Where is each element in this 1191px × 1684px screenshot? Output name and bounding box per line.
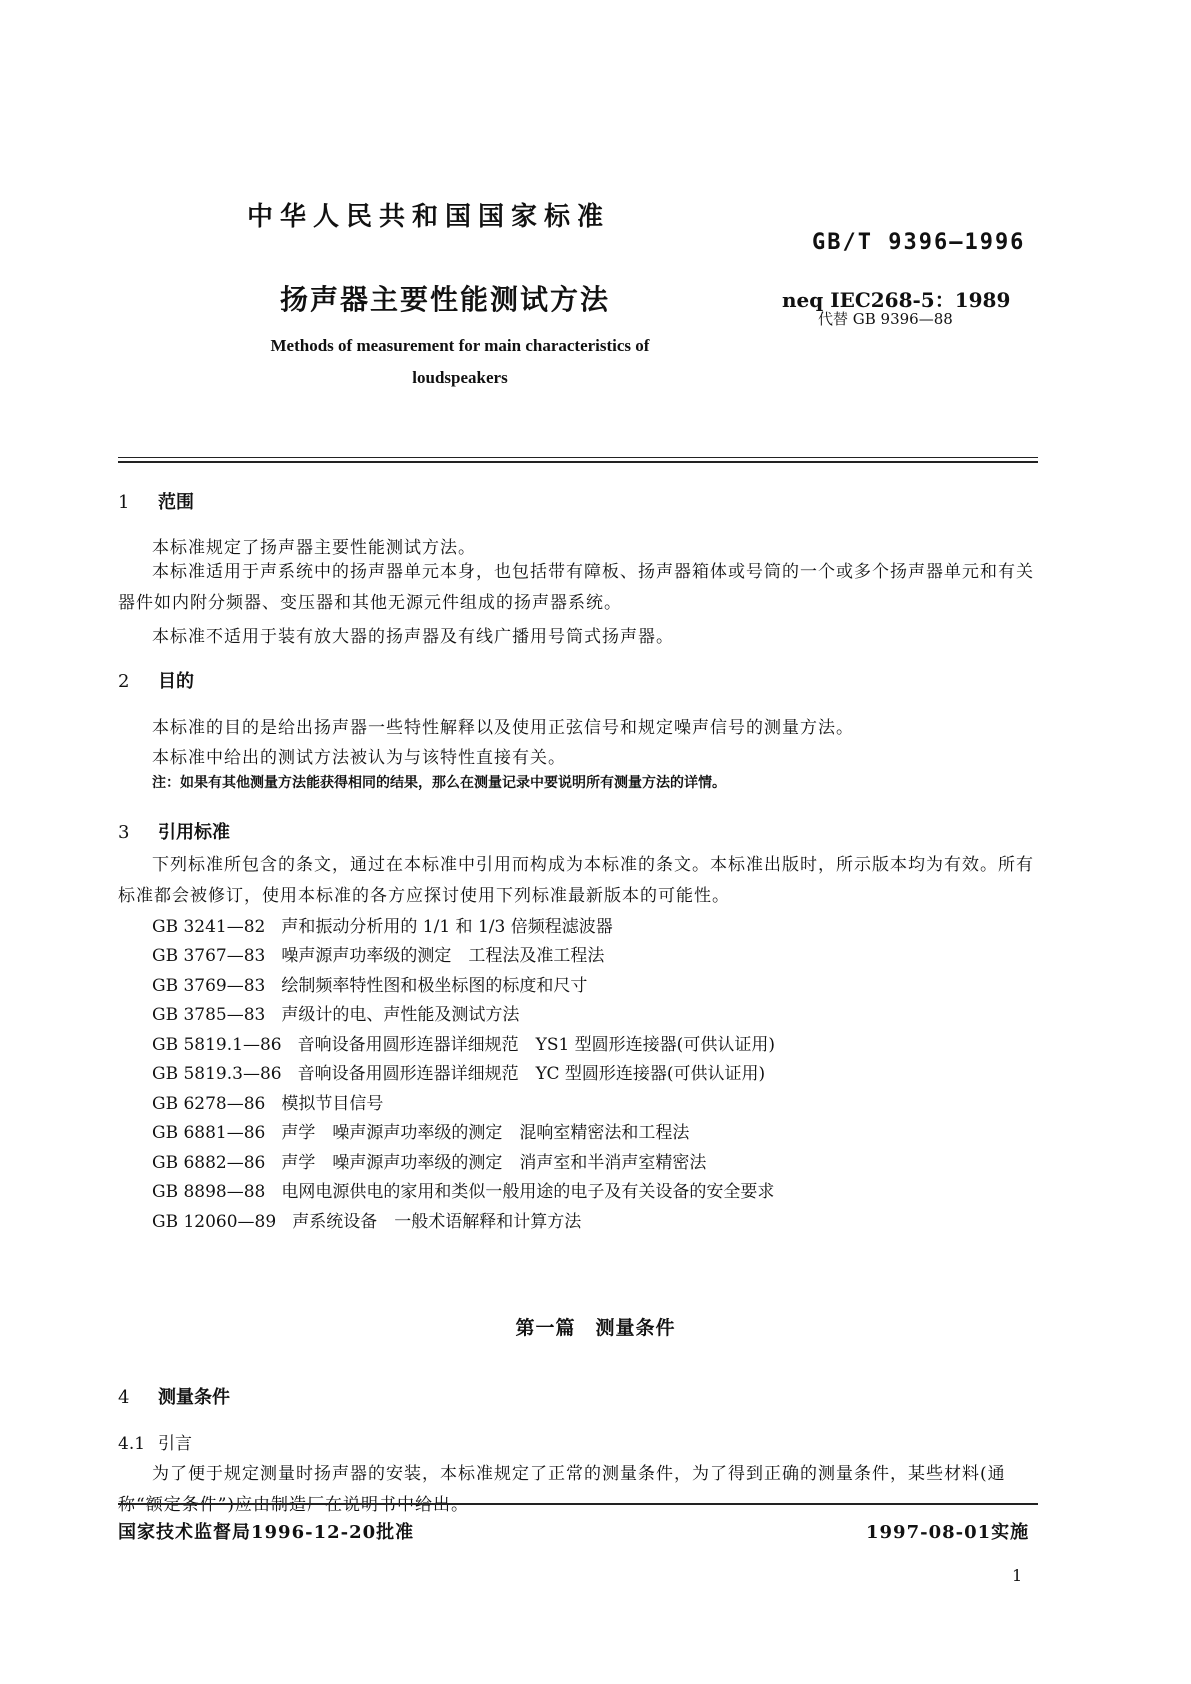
- reference-title: 模拟节目信号: [281, 1094, 384, 1114]
- subsection-title: 引言: [158, 1434, 192, 1454]
- reference-item: [152, 1207, 581, 1232]
- reference-code: GB 3785—83: [152, 1005, 266, 1025]
- section-title: 引用标准: [158, 822, 230, 843]
- reference-code: GB 6278—86: [152, 1094, 266, 1114]
- reference-code: GB 6881—86: [152, 1123, 266, 1143]
- section-1-paragraph: 本标准适用于声系统中的扬声器单元本身，也包括带有障板、扬声器箱体或号筒的一个或多个扬声器单元和有关器件如内附分频器、变压器和其他无源元件组成的扬声器系统。: [118, 562, 1034, 613]
- page-number: 1: [1012, 1566, 1023, 1585]
- reference-title: 声学 噪声源声功率级的测定 消声室和半消声室精密法: [281, 1153, 707, 1173]
- header-rule-thick: [118, 461, 1038, 463]
- reference-code: GB 5819.3—86: [152, 1064, 282, 1084]
- reference-code: GB 3769—83: [152, 976, 266, 996]
- header-rule-thin: [118, 457, 1038, 458]
- reference-item: [152, 1089, 383, 1114]
- standard-number: GB/T 9396—1996: [812, 230, 1026, 255]
- reference-title: 声级计的电、声性能及测试方法: [281, 1005, 520, 1025]
- document-title-en: Methods of measurement for main characteristics of loudspeakers: [270, 336, 650, 387]
- footer-rule: [118, 1503, 1038, 1505]
- section-4-heading: [118, 1383, 230, 1409]
- reference-item: [152, 1059, 765, 1084]
- document-title-cn: 扬声器主要性能测试方法: [280, 283, 611, 316]
- reference-item: [152, 912, 613, 937]
- section-1-paragraph: 本标准规定了扬声器主要性能测试方法。: [152, 538, 476, 558]
- reference-title: 声学 噪声源声功率级的测定 混响室精密法和工程法: [281, 1123, 690, 1143]
- reference-item: [152, 1118, 689, 1143]
- part-title: 第一篇 测量条件: [515, 1317, 676, 1339]
- reference-title: 音响设备用圆形连器详细规范 YC 型圆形连接器(可供认证用): [297, 1064, 766, 1084]
- reference-code: GB 12060—89: [152, 1212, 277, 1232]
- section-2-paragraph: 本标准中给出的测试方法被认为与该特性直接有关。: [152, 748, 566, 768]
- section-number: 3: [118, 822, 130, 843]
- subsection-number: 4.1: [118, 1434, 146, 1454]
- national-standard-label: 中华人民共和国国家标准: [247, 202, 611, 232]
- replaces-note: 代替 GB 9396—88: [818, 310, 953, 328]
- reference-title: 声和振动分析用的 1/1 和 1/3 倍频程滤波器: [281, 917, 613, 937]
- reference-title: 噪声源声功率级的测定 工程法及准工程法: [281, 946, 605, 966]
- subsection-4-1-heading: [118, 1429, 192, 1454]
- section-4-paragraph: 为了便于规定测量时扬声器的安装，本标准规定了正常的测量条件，为了得到正确的测量条件，某些材料(通称“额定条件”)应由制造厂在说明书中给出。: [118, 1464, 1006, 1515]
- reference-item: [152, 1177, 774, 1202]
- section-1-heading: [118, 488, 194, 514]
- section-number: 1: [118, 492, 130, 513]
- section-3-heading: [118, 818, 230, 844]
- reference-title: 绘制频率特性图和极坐标图的标度和尺寸: [281, 976, 588, 996]
- reference-code: GB 3241—82: [152, 917, 266, 937]
- reference-code: GB 8898—88: [152, 1182, 266, 1202]
- reference-item: [152, 1148, 706, 1173]
- equivalence-note: neq IEC268-5：1989: [782, 288, 1011, 312]
- section-number: 2: [118, 671, 130, 692]
- reference-title: 音响设备用圆形连器详细规范 YS1 型圆形连接器(可供认证用): [297, 1035, 775, 1055]
- reference-item: [152, 941, 604, 966]
- section-number: 4: [118, 1387, 130, 1408]
- section-title: 范围: [158, 492, 194, 513]
- reference-code: GB 6882—86: [152, 1153, 266, 1173]
- section-2-note: 注：如果有其他测量方法能获得相同的结果，那么在测量记录中要说明所有测量方法的详情。: [152, 775, 726, 791]
- section-2-heading: [118, 667, 194, 693]
- reference-title: 声系统设备 一般术语解释和计算方法: [292, 1212, 582, 1232]
- reference-item: [152, 1000, 519, 1025]
- section-2-paragraph: 本标准的目的是给出扬声器一些特性解释以及使用正弦信号和规定噪声信号的测量方法。: [152, 718, 854, 738]
- section-1-paragraph: 本标准不适用于装有放大器的扬声器及有线广播用号筒式扬声器。: [152, 627, 674, 647]
- section-title: 测量条件: [158, 1387, 230, 1408]
- section-3-paragraph: 下列标准所包含的条文，通过在本标准中引用而构成为本标准的条文。本标准出版时，所示版本均为有效。所有标准都会被修订，使用本标准的各方应探讨使用下列标准最新版本的可能性。: [118, 855, 1034, 906]
- approval-date: 国家技术监督局1996-12-20批准: [118, 1522, 415, 1543]
- implementation-date: 1997-08-01实施: [866, 1522, 1030, 1543]
- reference-item: [152, 1030, 775, 1055]
- reference-code: GB 5819.1—86: [152, 1035, 282, 1055]
- section-title: 目的: [158, 671, 194, 692]
- reference-item: [152, 971, 587, 996]
- reference-title: 电网电源供电的家用和类似一般用途的电子及有关设备的安全要求: [281, 1182, 775, 1202]
- reference-code: GB 3767—83: [152, 946, 266, 966]
